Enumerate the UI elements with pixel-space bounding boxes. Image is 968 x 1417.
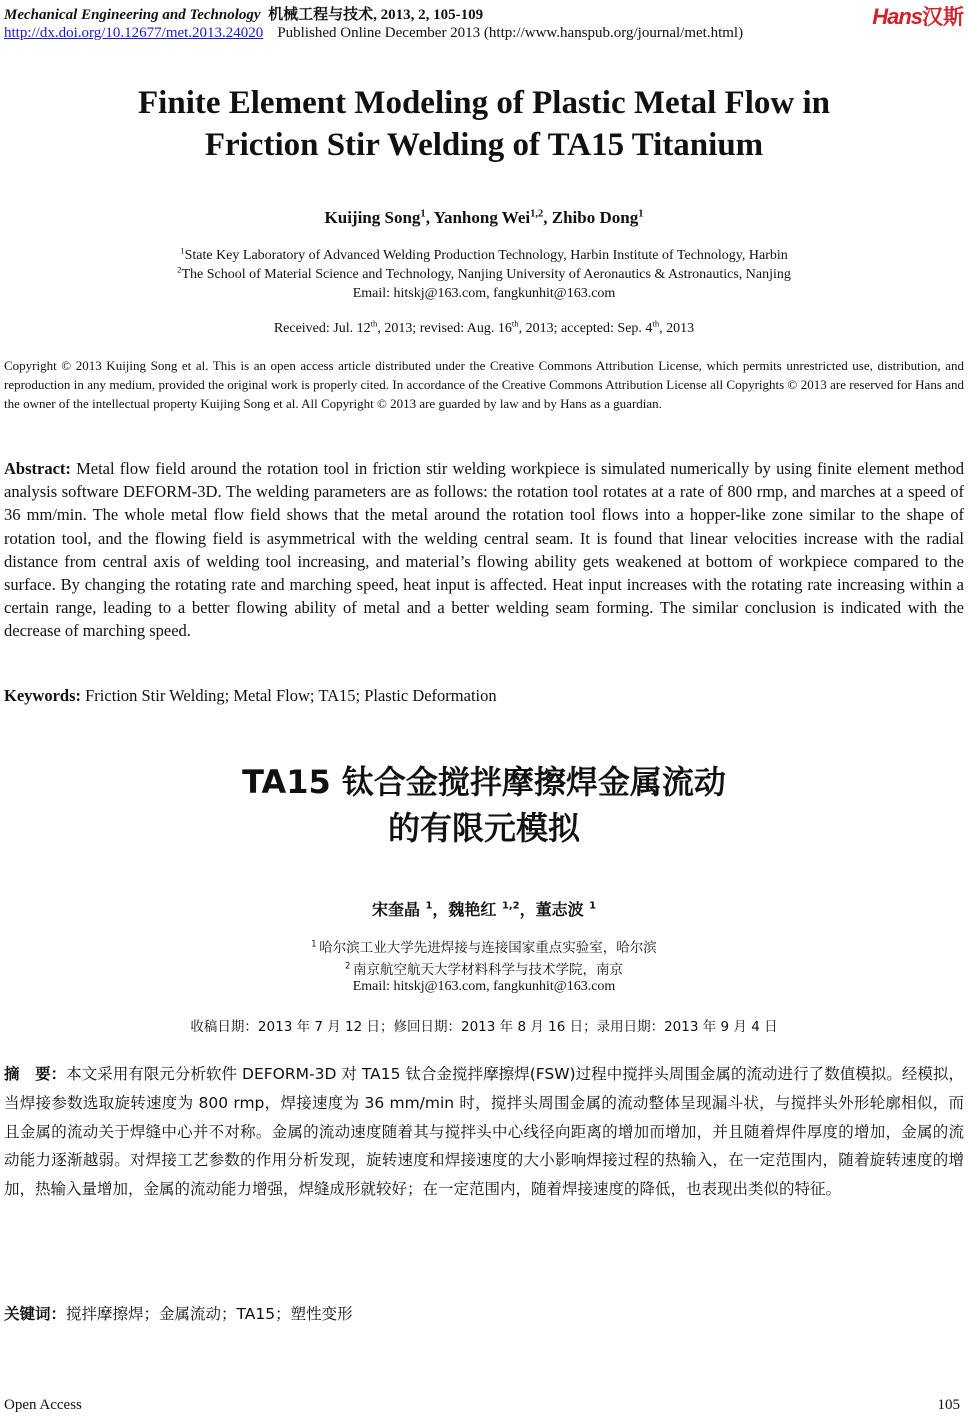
abstract-label: Abstract: [4,459,71,478]
author-1: Kuijing Song [324,208,421,227]
footer-open-access: Open Access [4,1397,82,1413]
received-sup-2: th [511,318,519,329]
author-sep-1: , [425,208,434,227]
author-sep-2: , [543,208,552,227]
affiliation-zh-1-text: 哈尔滨工业大学先进焊接与连接国家重点实验室，哈尔滨 [319,940,657,956]
received-dates-en [0,318,968,337]
author-2: Yanhong Wei [433,208,531,227]
doi-link[interactable]: http://dx.doi.org/10.12677/met.2013.24020 [4,25,264,41]
abstract-zh [4,1060,964,1204]
email-en: Email: hitskj@163.com, fangkunhit@163.com [352,286,616,301]
page-number: 105 [937,1397,960,1413]
author-zh-2-sup: 1,2 [502,900,520,912]
affiliation-1 [0,245,968,264]
affiliation-zh-1-sup: 1 [311,938,320,949]
journal-name-en: Mechanical Engineering and Technology [4,7,261,23]
affiliation-2-sup: 2 [177,264,182,275]
affiliation-zh-2-sup: 2 [345,960,353,971]
affiliation-zh-1 [0,936,968,956]
journal-citation [4,3,483,24]
abstract-zh-label: 摘 要： [4,1065,67,1083]
author-zh-3: ，董志波 [519,900,590,919]
authors-en [0,208,968,228]
author-zh-2: ，魏艳红 [432,900,502,919]
authors-zh [0,897,968,920]
affiliation-1-sup: 1 [180,245,185,256]
affiliation-2-text: The School of Material Science and Technology, Nanjing University of Aeronautics & Astronautics, Nanjing [181,267,791,282]
received-dates-zh: 收稿日期：2013 年 7 月 12 日；修回日期：2013 年 8 月 16 日；录用日期：2013 年 9 月 4 日 [190,1019,778,1035]
abstract-text: Metal flow field around the rotation tool in friction stir welding workpiece is simulated numerically by using finite element method analysis software DEFORM-3D. The welding parameters are as follows: the rotation tool rotates at a rate of 800 rmp, and marches at a speed of 36 mm/min. The whole metal flow field shows that the metal around the rotation tool flows into a hopper-like zone similar to the shape of rotation tool, and the flowing field is asymmetrical with the welding central seam. It is found that linear velocities increase with the radial distance from central axis of welding tool increasing, and material’s flowing ability gets weakened at bottom of workpiece compared to the surface. By changing the rotating rate and marching speed, heat input is affected. Heat input increases with the rotating rate increasing within a certain range, leading to a better flowing ability of metal and a better welding seam forming. The similar conclusion is indicated with the decrease of marching speed. [4,459,964,641]
affiliation-2 [0,264,968,283]
received-part-3: , 2013; accepted: Sep. 4 [518,321,653,336]
copyright-notice: Copyright © 2013 Kuijing Song et al. This is an open access article distributed under the Creative Commons Attribution License, which permits unrestricted use, distribution, and reproduction in any medium, provided the original work is properly cited. In accordance of the Creative Commons Attribution License all Copyrights © 2013 are reserved for Hans and the owner of the intellectual property Kuijing Song et al. All Copyright © 2013 are guarded by law and by Hans as a guardian. [4,358,964,411]
title-en-line2: Friction Stir Welding of TA15 Titanium [204,127,764,163]
author-zh-1-sup: 1 [425,900,433,912]
author-1-sup: 1 [420,208,426,220]
author-3-sup: 1 [638,208,644,220]
affiliation-1-text: State Key Laboratory of Advanced Welding Production Technology, Harbin Institute of Technology, Harbin [184,248,788,263]
title-zh-line1: TA15 钛合金搅拌摩擦焊金属流动 [242,763,726,801]
keywords-zh [4,1302,964,1324]
received-part-1: Received: Jul. 12 [273,321,371,336]
abstract-en [4,457,964,643]
title-en [0,82,968,166]
keywords-zh-label: 关键词： [4,1305,67,1323]
author-2-sup: 1,2 [530,208,544,220]
keywords-text: Friction Stir Welding; Metal Flow; TA15; Plastic Deformation [81,686,497,705]
published-online: Published Online December 2013 (http://www.hanspub.org/journal/met.html) [277,25,744,41]
affiliation-zh-2-text: 南京航空航天大学材料科学与技术学院，南京 [352,962,623,978]
title-en-line1: Finite Element Modeling of Plastic Metal Flow in [138,85,830,121]
email-zh: Email: hitskj@163.com, fangkunhit@163.com [352,979,616,994]
keywords-label: Keywords: [4,686,81,705]
received-part-4: , 2013 [659,321,695,336]
author-zh-1: 宋奎晶 [371,900,426,919]
logo-text-en: Hans [872,4,922,29]
journal-issue: , 2013, 2, 105-109 [373,7,484,23]
logo-text-zh: 汉斯 [922,5,964,29]
hans-logo [872,1,964,31]
journal-header [4,2,964,46]
doi-line [4,25,743,42]
received-sup-3: th [652,318,660,329]
abstract-zh-text: 本文采用有限元分析软件 DEFORM-3D 对 TA15 钛合金搅拌摩擦焊(FSW)过程中搅拌头周围金属的流动进行了数值模拟。经模拟，当焊接参数选取旋转速度为 800 rmp，焊接速度为 36 mm/min 时，搅拌头周围金属的流动整体呈现漏斗状，与搅拌头外形轮廓相似，而且金属的流动关于焊缝中心并不对称。金属的流动速度随着其与搅拌头中心线径向距离的增加而增加，并且随着焊件厚度的增加，金属的流动能力逐渐越弱。对焊接工艺参数的作用分析发现，旋转速度和焊接速度的大小影响焊接过程的热输入，在一定范围内，随着旋转速度的增加，热输入量增加，金属的流动能力增强，焊缝成形就较好；在一定范围内，随着焊接速度的降低，也表现出类似的特征。 [4,1065,964,1199]
author-zh-3-sup: 1 [589,900,597,912]
keywords-en [4,686,964,706]
received-part-2: , 2013; revised: Aug. 16 [377,321,512,336]
title-zh [0,759,968,851]
author-3: Zhibo Dong [551,208,639,227]
received-sup-1: th [370,318,378,329]
journal-name-cn: 机械工程与技术 [268,7,374,23]
affiliation-zh-2 [0,958,968,978]
title-zh-line2: 的有限元模拟 [387,809,580,847]
keywords-zh-text: 搅拌摩擦焊；金属流动；TA15；塑性变形 [66,1305,353,1323]
